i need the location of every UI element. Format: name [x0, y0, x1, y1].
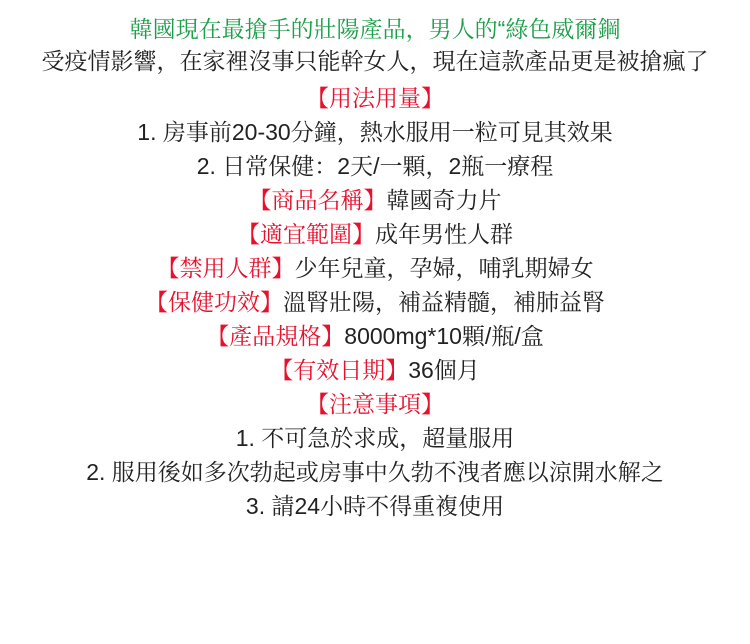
spec-row-suitable-range — [18, 217, 732, 251]
spec-label-expiry: 【有效日期】 — [270, 357, 409, 383]
spec-value-specification: 8000mg*10顆/瓶/盒 — [344, 323, 544, 349]
spec-label-suitable-range: 【適宜範圍】 — [237, 221, 375, 247]
spec-row-expiry — [18, 353, 732, 387]
title-text: 韓國現在最搶手的壯陽產品，男人的“綠色威爾鋼 — [129, 16, 621, 42]
title-line — [18, 14, 732, 45]
notes-item-3: 3. 請24小時不得重複使用 — [245, 493, 505, 519]
notes-item-1: 1. 不可急於求成，超量服用 — [235, 425, 515, 451]
spec-value-expiry: 36個月 — [408, 357, 480, 383]
notes-item-2: 2. 服用後如多次勃起或房事中久勃不洩者應以涼開水解之 — [86, 459, 664, 485]
spec-value-health-effect: 溫腎壯陽，補益精髓，補肺益腎 — [283, 289, 605, 315]
spec-row-health-effect — [18, 285, 732, 319]
spec-row-specification — [18, 319, 732, 353]
spec-value-prohibited-group: 少年兒童，孕婦，哺乳期婦女 — [294, 255, 594, 281]
spec-row-prohibited-group — [18, 251, 732, 285]
usage-item-2: 2. 日常保健：2天/一顆，2瓶一療程 — [196, 153, 554, 179]
spec-label-product-name: 【商品名稱】 — [248, 187, 387, 213]
notes-heading: 【注意事項】 — [306, 391, 444, 417]
intro-paragraph: 受疫情影響，在家裡沒事只能幹女人，現在這款產品更是被搶瘋了 — [41, 48, 709, 74]
usage-item-1: 1. 房事前20-30分鐘，熱水服用一粒可見其效果 — [137, 119, 613, 145]
usage-heading: 【用法用量】 — [306, 85, 444, 111]
spec-label-prohibited-group: 【禁用人群】 — [156, 255, 295, 281]
spec-row-product-name — [18, 183, 732, 217]
spec-label-specification: 【產品規格】 — [206, 323, 345, 349]
spec-label-health-effect: 【保健功效】 — [145, 289, 283, 315]
spec-value-product-name: 韓國奇力片 — [386, 187, 502, 213]
spec-value-suitable-range: 成年男性人群 — [375, 221, 513, 247]
